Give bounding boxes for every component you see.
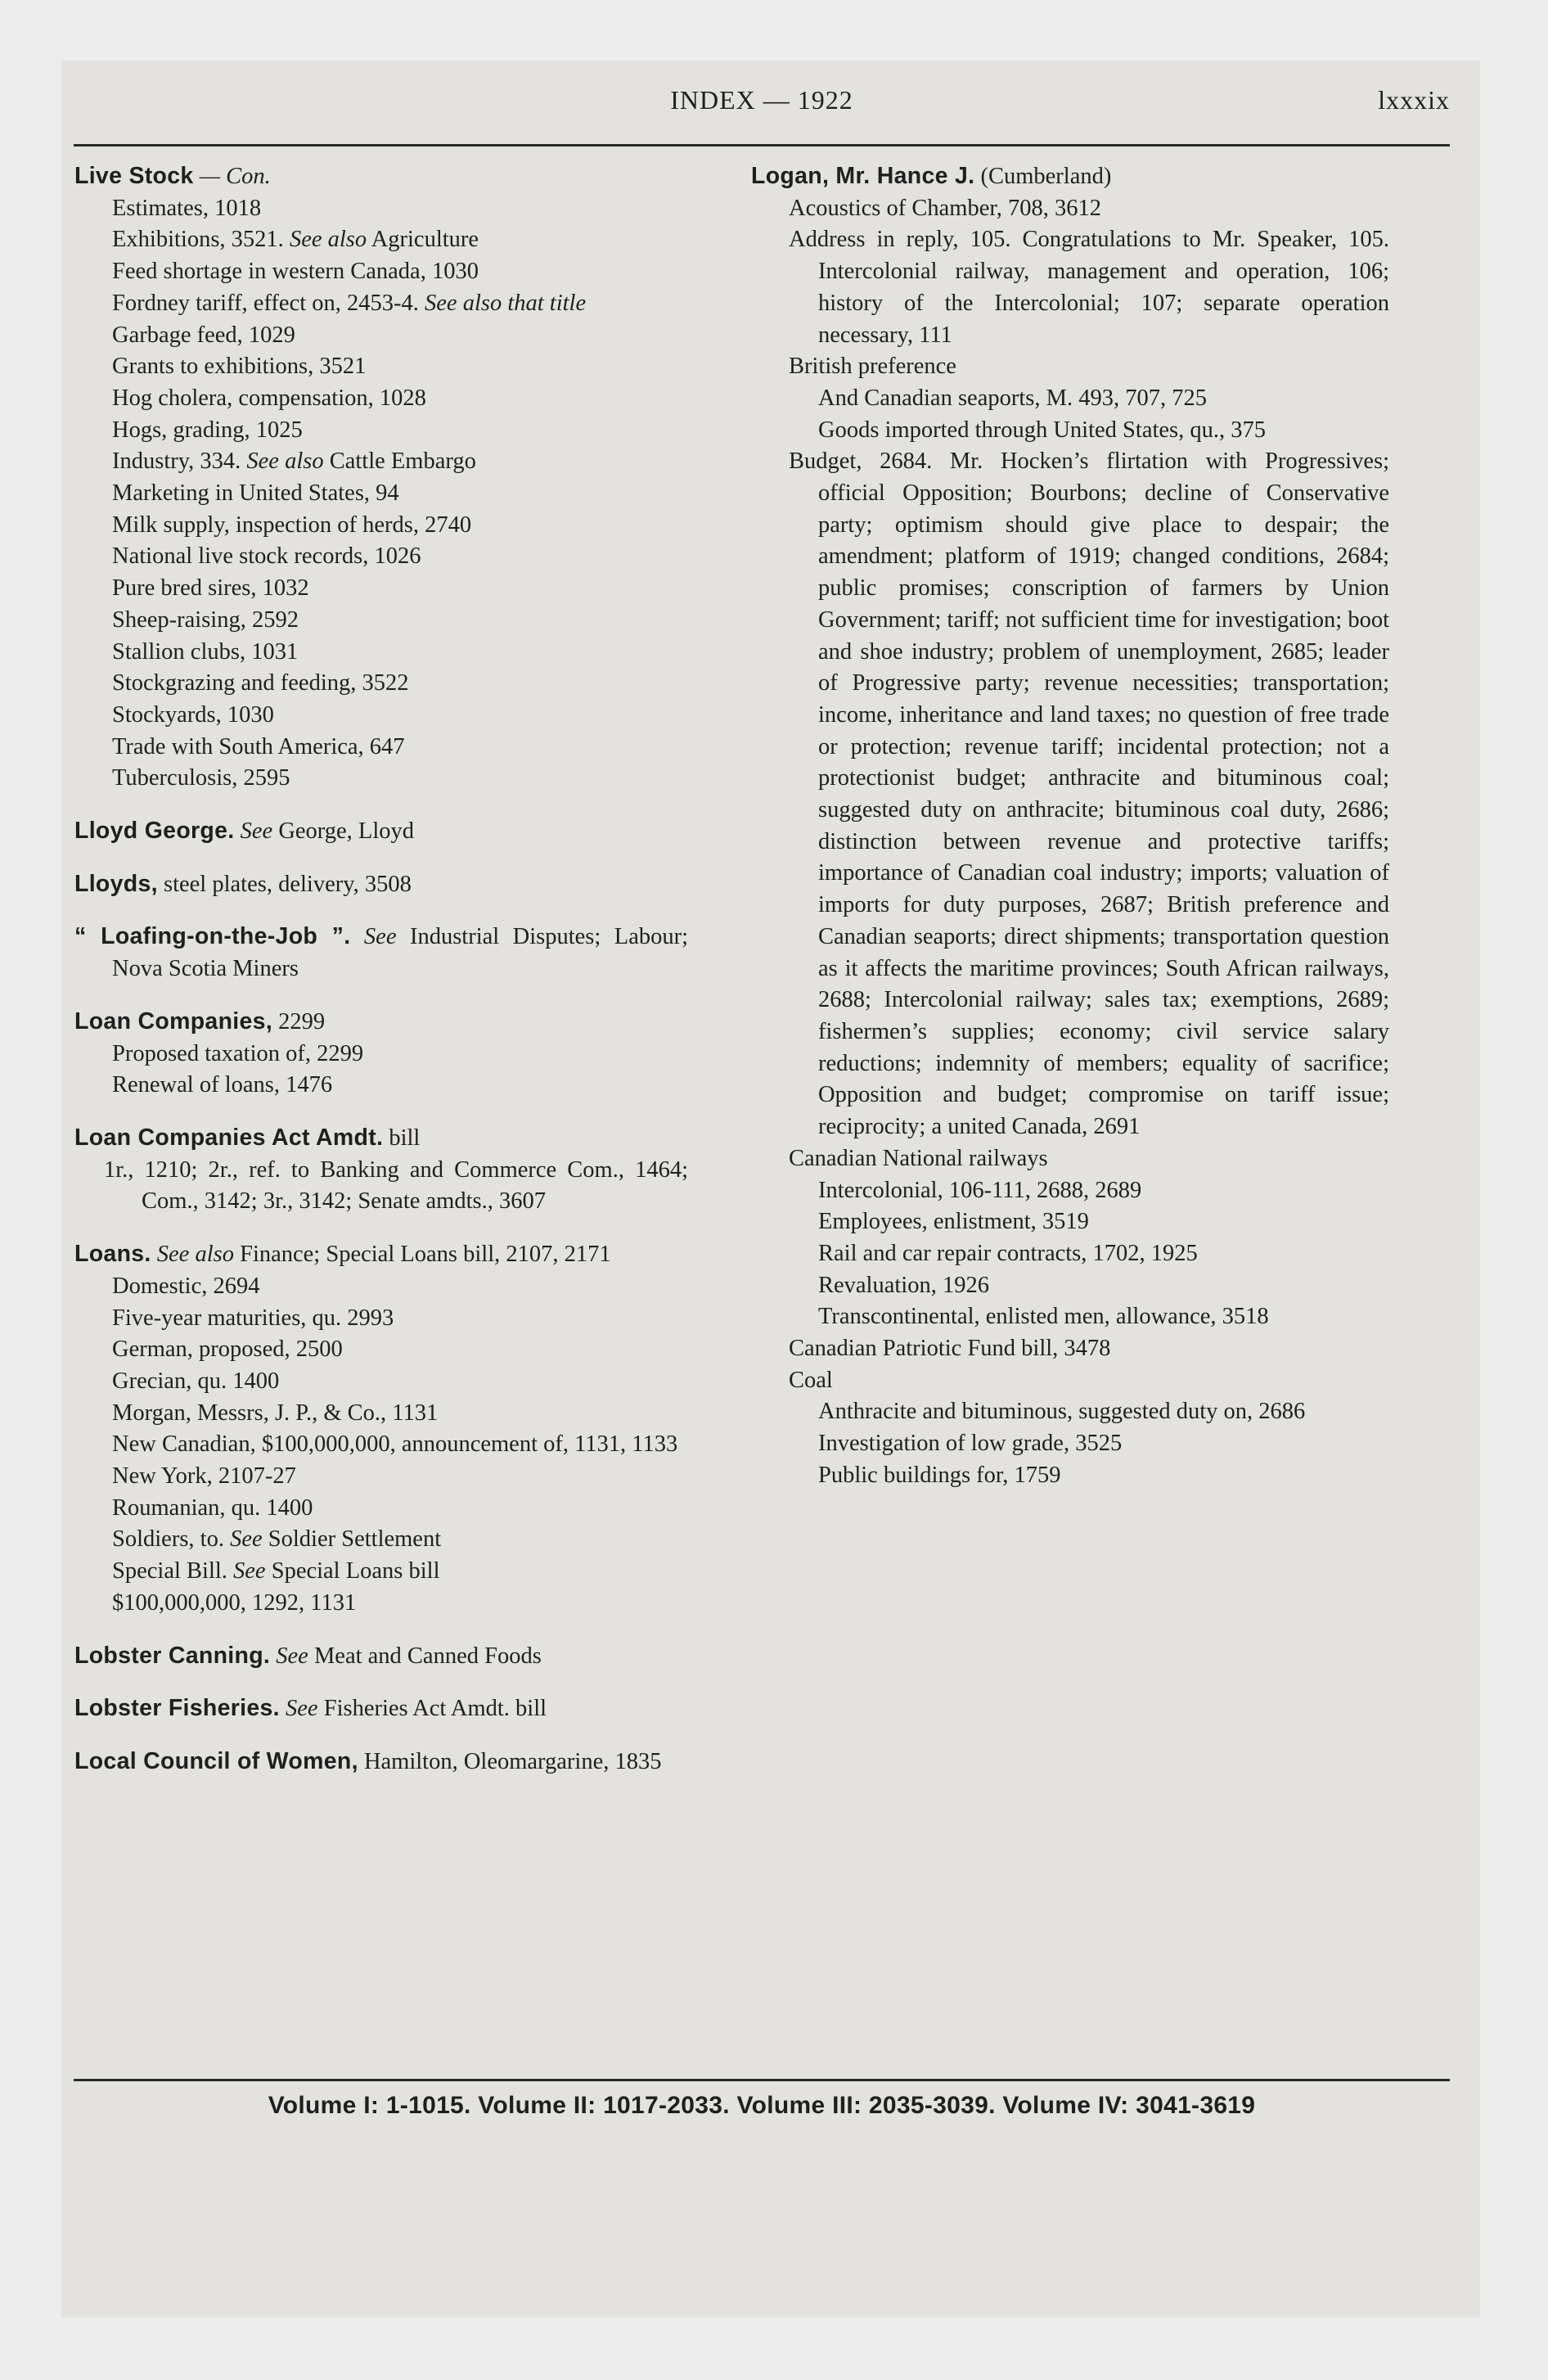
left-column xyxy=(74,160,688,1778)
right-column xyxy=(751,160,1389,1492)
list-item: Estimates, 1018 xyxy=(112,195,262,221)
list-item: Special Bill. See Special Loans bill xyxy=(112,1558,440,1584)
index-entry-lobster-fisheries: Lobster Fisheries. See Fisheries Act Amdt. bill xyxy=(74,1695,547,1722)
list-item: Coal xyxy=(789,1367,833,1393)
list-item: Stockgrazing and feeding, 3522 xyxy=(112,670,409,696)
list-item: Trade with South America, 647 xyxy=(112,733,405,760)
list-item: Morgan, Messrs, J. P., & Co., 1131 xyxy=(112,1400,439,1426)
footer-rule xyxy=(74,2079,1450,2081)
index-entry-local-council: Local Council of Women, Hamilton, Oleomargarine, 1835 xyxy=(74,1747,662,1774)
list-item: New Canadian, $100,000,000, announcement of, 1131, 1133 xyxy=(112,1431,678,1458)
list-item: Five-year maturities, qu. 2993 xyxy=(112,1305,394,1331)
index-entry-loan-companies: Loan Companies, 2299 xyxy=(74,1007,326,1034)
list-item: Stallion clubs, 1031 xyxy=(112,638,299,665)
list-item: Revaluation, 1926 xyxy=(818,1272,989,1298)
index-entry-loafing: “ Loafing-on-the-Job ”. See Industrial Disputes; Labour; Nova Scotia Miners xyxy=(74,923,688,982)
list-item: Transcontinental, enlisted men, allowance, 3518 xyxy=(818,1304,1269,1330)
list-item: German, proposed, 2500 xyxy=(112,1336,343,1363)
list-item: Tuberculosis, 2595 xyxy=(112,765,290,791)
list-item: Budget, 2684. Mr. Hocken’s flirtation with Progressives; official Opposition; Bourbons; decline of Conservative party; optimism should give place to despair; the amendment; platform of 1919; changed conditions, 2684; public promises; conscription of farmers by Union Government; tariff; not sufficient time for investigation; boot and shoe industry; problem of unemployment, 2685; leader of Progressive party; revenue necessities; transportation; income, inheritance and land taxes; no question of free trade or protection; revenue tariff; incidental protection; not a protectionist budget; anthracite and bituminous coal; suggested duty on anthracite; bituminous coal duty, 2686; distinction between revenue and protective tariffs; importance of Canadian coal industry; imports; valuation of imports for duty purposes, 2687; British preference and Canadian seaports; direct shipments; transportation question as it affects the maritime provinces; South African railways, 2688; Intercolonial railway; sales tax; exemptions, 2689; fishermen’s supplies; economy; civil service salary reductions; indemnity of members; equality of sacrifice; Opposition and budget; compromise on tariff issue; reciprocity; a united Canada, 2691 xyxy=(789,449,1389,1140)
list-item: Marketing in United States, 94 xyxy=(112,480,399,507)
running-title: INDEX — 1922 xyxy=(670,85,853,115)
list-item: Soldiers, to. See Soldier Settlement xyxy=(112,1526,442,1553)
list-item: Investigation of low grade, 3525 xyxy=(818,1431,1123,1457)
list-item: Anthracite and bituminous, suggested duty on, 2686 xyxy=(818,1399,1306,1425)
list-item: Sheep-raising, 2592 xyxy=(112,606,299,633)
index-entry-live-stock xyxy=(74,160,688,193)
list-item: Grecian, qu. 1400 xyxy=(112,1368,280,1394)
volume-footer: Volume I: 1-1015. Volume II: 1017-2033. Volume III: 2035-3039. Volume IV: 3041-3619 xyxy=(268,2092,1256,2119)
list-item: Industry, 334. See also Cattle Embargo xyxy=(112,449,476,475)
list-item: Proposed taxation of, 2299 xyxy=(112,1040,364,1066)
continued-mark: — Con. xyxy=(199,164,271,189)
list-item: Hogs, grading, 1025 xyxy=(112,417,303,443)
index-entry-loan-companies-act: Loan Companies Act Amdt. bill xyxy=(74,1124,421,1151)
list-item: Exhibitions, 3521. See also Agriculture xyxy=(112,227,479,253)
list-item: Stockyards, 1030 xyxy=(112,701,274,728)
page-header xyxy=(74,85,1450,134)
list-item: Employees, enlistment, 3519 xyxy=(818,1209,1089,1235)
index-entry-lloyds: Lloyds, steel plates, delivery, 3508 xyxy=(74,870,412,897)
list-item: Intercolonial, 106-111, 2688, 2689 xyxy=(818,1177,1142,1203)
list-item: Acoustics of Chamber, 708, 3612 xyxy=(789,195,1101,221)
list-item: Renewal of loans, 1476 xyxy=(112,1072,333,1098)
list-item: Fordney tariff, effect on, 2453-4. See also that title xyxy=(112,290,587,316)
list-item: Public buildings for, 1759 xyxy=(818,1462,1061,1488)
index-entry-lobster-canning: Lobster Canning. See Meat and Canned Foods xyxy=(74,1642,542,1669)
entry-heading: Live Stock xyxy=(74,163,194,189)
header-rule xyxy=(74,144,1450,146)
list-item: Address in reply, 105. Congratulations to Mr. Speaker, 105. Intercolonial railway, management and operation, 106; history of the Intercolonial; 107; separate operation necessary, 111 xyxy=(789,227,1389,348)
list-item: Garbage feed, 1029 xyxy=(112,322,295,348)
list-item: Milk supply, inspection of herds, 2740 xyxy=(112,512,472,538)
list-item: Domestic, 2694 xyxy=(112,1273,260,1299)
list-item: Canadian National railways xyxy=(789,1145,1048,1171)
list-item: Hog cholera, compensation, 1028 xyxy=(112,385,426,411)
list-item: 1r., 1210; 2r., ref. to Banking and Commerce Com., 1464; Com., 3142; 3r., 3142; Senate amdts., 3607 xyxy=(104,1156,688,1215)
list-item: British preference xyxy=(789,354,956,380)
list-item: Goods imported through United States, qu., 375 xyxy=(818,417,1266,443)
list-item: Rail and car repair contracts, 1702, 1925 xyxy=(818,1240,1198,1266)
index-entry-logan: Logan, Mr. Hance J. (Cumberland) xyxy=(751,163,1112,189)
page-number: lxxxix xyxy=(1378,85,1450,115)
list-item: Canadian Patriotic Fund bill, 3478 xyxy=(789,1336,1111,1362)
index-entry-lloyd-george: Lloyd George. See George, Lloyd xyxy=(74,818,415,845)
list-item: $100,000,000, 1292, 1131 xyxy=(112,1589,357,1616)
index-entry-loans: Loans. See also Finance; Special Loans bill, 2107, 2171 xyxy=(74,1241,611,1268)
list-item: Roumanian, qu. 1400 xyxy=(112,1494,313,1521)
list-item: National live stock records, 1026 xyxy=(112,543,421,570)
list-item: Grants to exhibitions, 3521 xyxy=(112,354,367,380)
list-item: Feed shortage in western Canada, 1030 xyxy=(112,259,479,285)
list-item: And Canadian seaports, M. 493, 707, 725 xyxy=(818,385,1207,411)
list-item: Pure bred sires, 1032 xyxy=(112,575,309,602)
list-item: New York, 2107-27 xyxy=(112,1463,296,1490)
